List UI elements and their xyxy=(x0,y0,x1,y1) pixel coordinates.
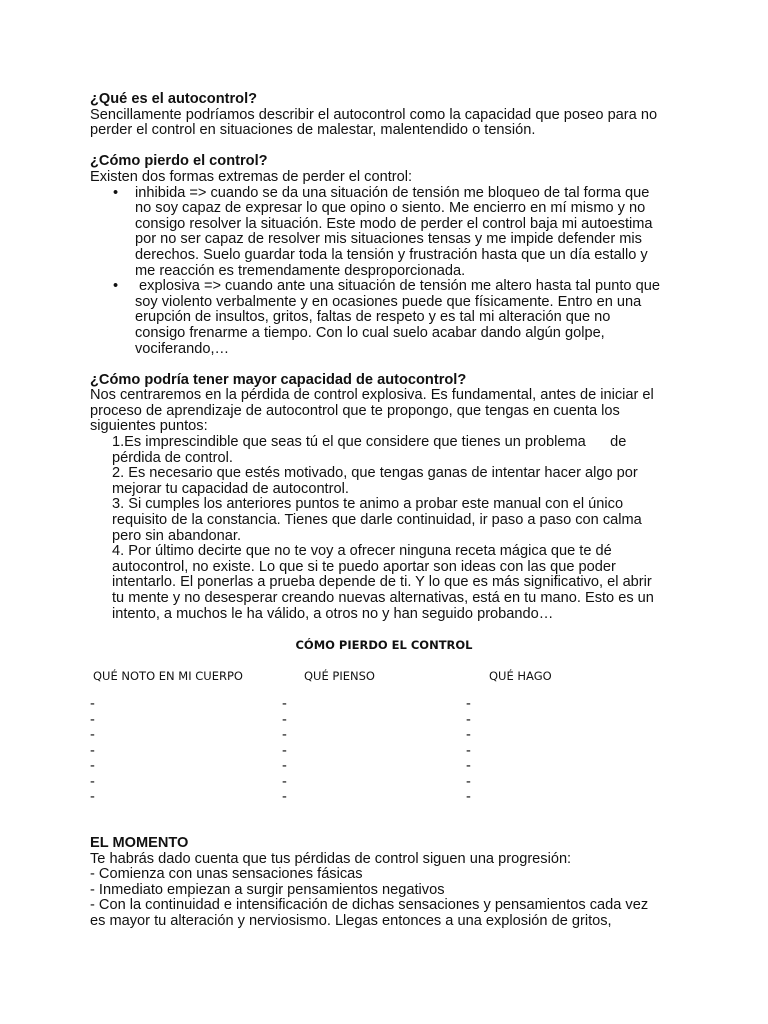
table-cell-dash: - xyxy=(90,789,95,805)
table-cell-dash: - xyxy=(90,758,95,774)
bullet-line: consigo frenarme a tiempo. Con lo cual suelo acabar dando algún golpe, xyxy=(135,324,605,341)
paragraph-line: Nos centraremos en la pérdida de control explosiva. Es fundamental, antes de iniciar el xyxy=(90,387,654,404)
paragraph-line: Sencillamente podríamos describir el autocontrol como la capacidad que poseo para no xyxy=(90,106,658,123)
table-cell-dash: - xyxy=(282,773,287,790)
point-line: pérdida de control. xyxy=(112,449,233,466)
point-line: mejorar tu capacidad de autocontrol. xyxy=(112,480,349,497)
table-cell-dash: - xyxy=(466,727,471,743)
paragraph-line: perder el control en situaciones de malestar, malentendido o tensión. xyxy=(90,122,536,139)
table-cell-dash: - xyxy=(282,711,287,728)
point-line: 1.Es imprescindible que seas tú el que considere que tienes un problema de xyxy=(112,434,627,451)
paragraph-line: Te habrás dado cuenta que tus pérdidas de control siguen una progresión: xyxy=(90,850,572,867)
bullet-list xyxy=(90,186,690,358)
bullet-line: erupción de insultos, gritos, faltas de respeto y es tal mi alteración que no xyxy=(135,309,611,326)
numbered-point xyxy=(90,497,690,544)
bullet-mark: • xyxy=(113,184,119,201)
bullet-line: explosiva => cuando ante una situación de tensión me altero hasta tal punto que xyxy=(135,278,660,295)
bullet-line: por no ser capaz de resolver mis situaciones tensas y me impide defender mis xyxy=(135,231,642,248)
bullet-item xyxy=(90,279,690,357)
bullet-item xyxy=(90,186,690,280)
table-cell-dash: - xyxy=(466,773,471,790)
heading-como-podria: ¿Cómo podría tener mayor capacidad de autocontrol? xyxy=(90,371,467,388)
bullet-line: soy violento verbalmente y en ocasiones puede que físicamente. Entro en una xyxy=(135,293,642,310)
bullet-line: vociferando,… xyxy=(135,340,230,357)
point-line: 4. Por último decirte que no te voy a ofrecer ninguna receta mágica que te dé xyxy=(112,543,612,560)
table-title: CÓMO PIERDO EL CONTROL xyxy=(295,638,473,652)
point-line: intento, a muchos le ha válido, a otros no y han seguido probando… xyxy=(112,605,554,622)
document-body xyxy=(90,92,690,622)
bullet-line: consigo resolver la situación. Este modo de perder el control baja mi autoestima xyxy=(135,215,653,232)
table-cell-dash: - xyxy=(282,742,287,759)
point-line: autocontrol, no existe. Lo que si te puedo aportar son ideas con las que poder xyxy=(112,558,616,575)
paragraph-line: - Inmediato empiezan a surgir pensamientos negativos xyxy=(90,881,445,898)
paragraph-line: proceso de aprendizaje de autocontrol que te propongo, que tengas en cuenta los xyxy=(90,402,620,419)
table-cell-dash: - xyxy=(90,711,95,728)
bullet-line: derechos. Suelo guardar toda la tensión y frustración hasta que un día estallo y xyxy=(135,246,648,263)
section-el-momento xyxy=(90,836,690,930)
heading-como-pierdo: ¿Cómo pierdo el control? xyxy=(90,153,268,170)
point-line: tu mente y no desesperar creando nuevas alternativas, está en tu mano. Esto es un xyxy=(112,590,654,606)
table-cell-dash: - xyxy=(90,742,95,759)
heading-el-momento: EL MOMENTO xyxy=(90,835,189,851)
table-cell-dash: - xyxy=(282,727,287,743)
point-line: 3. Si cumples los anteriores puntos te animo a probar este manual con el único xyxy=(112,496,624,513)
paragraph-line: Existen dos formas extremas de perder el control: xyxy=(90,168,413,185)
table-cell-dash: - xyxy=(90,773,95,790)
table-cell-dash: - xyxy=(282,758,287,774)
column-header-hago: QUÉ HAGO xyxy=(489,669,552,683)
table-cell-dash: - xyxy=(90,696,95,712)
numbered-point xyxy=(90,466,690,497)
bullet-mark: • xyxy=(113,278,119,295)
bullet-line: inhibida => cuando se da una situación de tensión me bloqueo de tal forma que xyxy=(135,184,650,201)
column-header-cuerpo: QUÉ NOTO EN MI CUERPO xyxy=(93,669,243,683)
table-cell-dash: - xyxy=(466,789,471,805)
table-cell-dash: - xyxy=(282,696,287,712)
column-header-pienso: QUÉ PIENSO xyxy=(304,669,375,683)
bullet-line: no soy capaz de expresar lo que opino o siento. Me encierro en mí mismo y no xyxy=(135,200,646,217)
paragraph-line: es mayor tu alteración y nerviosismo. Llegas entonces a una explosión de gritos, xyxy=(90,912,612,929)
point-line: intentarlo. El ponerlas a prueba depende de ti. Y lo que es más significativo, el abrir xyxy=(112,574,652,591)
heading-que-es: ¿Qué es el autocontrol? xyxy=(90,91,258,107)
paragraph-line: - Comienza con unas sensaciones fásicas xyxy=(90,866,363,883)
paragraph-line: siguientes puntos: xyxy=(90,418,208,435)
bullet-line: me reacción es tremendamente desproporcionada. xyxy=(135,262,466,279)
table-cell-dash: - xyxy=(282,789,287,805)
table-cell-dash: - xyxy=(466,696,471,712)
table-cell-dash: - xyxy=(466,711,471,728)
table-cell-dash: - xyxy=(466,742,471,759)
point-line: pero sin abandonar. xyxy=(112,527,242,544)
point-line: requisito de la constancia. Tienes que darle continuidad, ir paso a paso con calma xyxy=(112,512,642,529)
numbered-point xyxy=(90,435,690,466)
point-line: 2. Es necesario que estés motivado, que tengas ganas de intentar hacer algo por xyxy=(112,465,638,482)
numbered-point xyxy=(90,544,690,622)
table-cell-dash: - xyxy=(466,758,471,774)
paragraph-line: - Con la continuidad e intensificación de dichas sensaciones y pensamientos cada vez xyxy=(90,897,649,914)
table-cell-dash: - xyxy=(90,727,95,743)
